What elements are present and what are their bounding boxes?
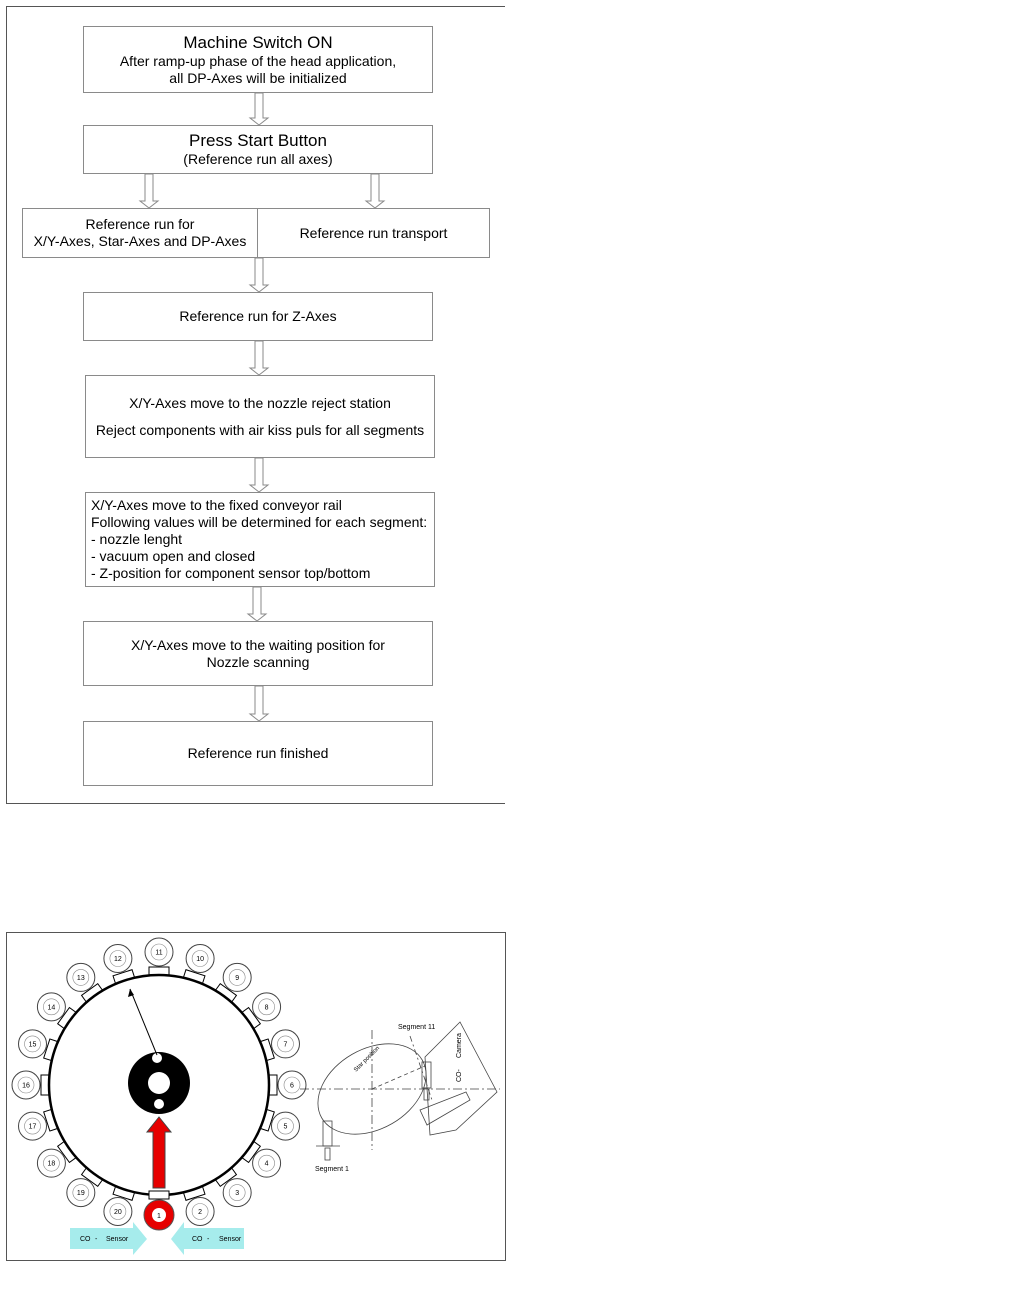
hub-hole	[148, 1072, 170, 1094]
segment-label-5: 5	[283, 1123, 288, 1131]
step7-line2: Nozzle scanning	[206, 653, 310, 670]
co-sensor-left-dash: -	[95, 1236, 98, 1243]
step5-line1: X/Y-Axes move to the nozzle reject station	[129, 394, 391, 411]
segment-label-8: 8	[264, 1004, 269, 1012]
step3a-line1: Reference run for	[85, 216, 195, 232]
segment-label-3: 3	[235, 1190, 240, 1198]
step1-title: Machine Switch ON	[183, 32, 333, 52]
segment-label-10: 10	[196, 956, 204, 964]
label-segment-1: Segment 1	[315, 1166, 349, 1173]
step3a-line2: X/Y-Axes, Star-Axes and DP-Axes	[33, 233, 247, 249]
segment-label-18: 18	[47, 1160, 56, 1168]
star-position-line	[372, 1066, 425, 1089]
label-co: CO-	[456, 1069, 463, 1082]
step7-line1: X/Y-Axes move to the waiting position for	[131, 636, 385, 653]
segment1-tip	[325, 1148, 330, 1160]
segment-label-1: 1	[157, 1213, 161, 1220]
step2-line1: (Reference run all axes)	[183, 151, 333, 167]
co-sensor-left-prefix: CO	[80, 1236, 91, 1243]
co-sensor-left-word: Sensor	[106, 1236, 129, 1243]
step6-line4: - vacuum open and closed	[91, 548, 256, 564]
hub-dot-bottom	[154, 1099, 164, 1109]
step6-line1: X/Y-Axes move to the fixed conveyor rail	[91, 497, 342, 513]
co-sensor-right-word: Sensor	[219, 1236, 242, 1243]
step3b-line1: Reference run transport	[299, 224, 448, 241]
label-camera: Camera	[456, 1033, 463, 1058]
segment-label-19: 19	[76, 1190, 85, 1198]
segment-label-4: 4	[264, 1160, 269, 1168]
segment-label-9: 9	[235, 974, 240, 982]
step1-line2: all DP-Axes will be initialized	[169, 69, 347, 86]
co-sensor-right-dash: -	[207, 1236, 210, 1243]
step2-title: Press Start Button	[189, 131, 327, 150]
step6-line5: - Z-position for component sensor top/bottom	[91, 565, 371, 581]
segment-label-15: 15	[28, 1041, 37, 1049]
step4-line1: Reference run for Z-Axes	[179, 308, 337, 324]
segment-tab-1	[149, 1191, 169, 1199]
segment-label-2: 2	[198, 1208, 203, 1216]
segment-label-7: 7	[283, 1041, 288, 1049]
segment-label-14: 14	[47, 1004, 56, 1012]
step6-line3: - nozzle lenght	[91, 531, 183, 547]
side-view-sketch	[300, 1022, 500, 1160]
segment-label-11: 11	[155, 949, 163, 957]
co-sensor-right-prefix: CO	[192, 1236, 203, 1243]
segment-label-13: 13	[76, 974, 85, 982]
label-star-position: Star position	[353, 1045, 382, 1074]
step5-line2: Reject components with air kiss puls for all segments	[95, 421, 425, 438]
segment-label-17: 17	[28, 1123, 37, 1131]
segment-label-16: 16	[22, 1082, 30, 1090]
segment-label-6: 6	[290, 1082, 294, 1090]
step6-line2: Following values will be determined for each segment:	[91, 514, 428, 530]
label-segment-11: Segment 11	[398, 1024, 436, 1031]
step1-line1: After ramp-up phase of the head application,	[119, 52, 397, 69]
segment-label-12: 12	[114, 956, 122, 964]
step8-line1: Reference run finished	[187, 745, 329, 761]
segment-label-20: 20	[114, 1208, 122, 1216]
